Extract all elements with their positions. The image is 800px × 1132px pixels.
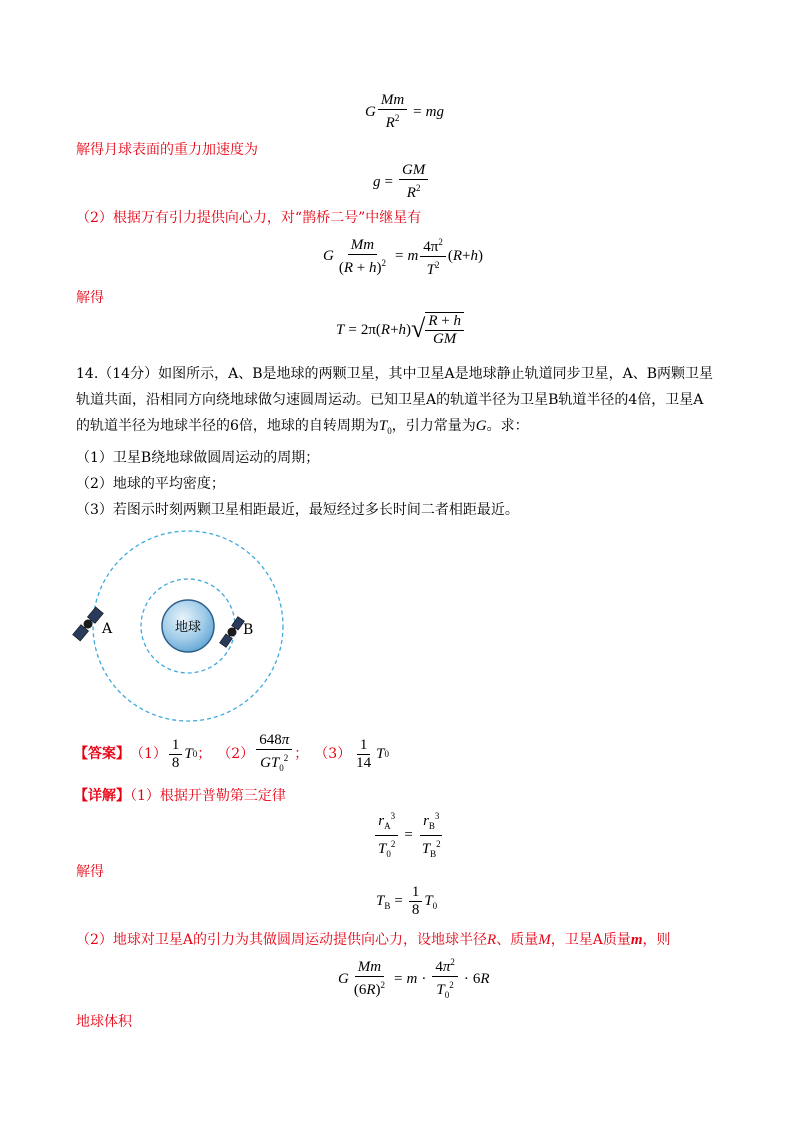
problem-line-1: 14.（14分）如图所示，A、B是地球的两颗卫星，其中卫星A是地球静止轨道同步卫星，A、B两颗卫星 [76, 366, 713, 382]
answer-line: 【答案】 （1） $\frac{1}{8}$ T 0 ； （2） $\frac{648\pi}{GT_0^2}$ ； （3） $\frac{1}{14}$ T 0 [74, 731, 389, 773]
equation-orbit-force: G $\frac{Mm}{(R + h)^2}$ = m $\frac{4\pi^2}{T^2}$ ( R + h ) [323, 234, 483, 279]
explain-part2: （2）地球对卫星A的引力为其做圆周运动提供向心力，设地球半径R、质量M，卫星A质量m，则 [76, 932, 671, 948]
question-2: （2）地球的平均密度； [76, 476, 225, 492]
orbit-diagram [70, 528, 300, 728]
problem-line-3: 的轨道半径为地球半径的6倍，地球的自转周期为$T_0$，引力常量为G。求： [76, 418, 529, 436]
equation-g: g = $\frac{GM}{R^2}$ [373, 162, 430, 202]
equation-tb: $T_B$ = $\frac{1}{8}$ $T_0$ [376, 884, 438, 918]
sentence-solve-1: 解得 [76, 290, 104, 306]
equation-gravity-surface: G $\frac{Mm}{R^2}$ = mg [365, 92, 444, 131]
equation-kepler: $\frac{r_A^3}{T_0^2}$ = $\frac{r_B^3}{T_B^2}$ [373, 808, 446, 863]
satellite-a-icon [73, 607, 104, 641]
earth-label: 地球 [174, 620, 202, 635]
sentence-part2: （2）根据万有引力提供向心力，对“鹊桥二号”中继星有 [76, 210, 422, 226]
sentence-solve-2: 解得 [76, 864, 104, 880]
question-3: （3）若图示时刻两颗卫星相距最近，最短经过多长时间二者相距最近。 [76, 502, 519, 518]
problem-line-2: 轨道共面，沿相同方向绕地球做匀速圆周运动。已知卫星A的轨道半径为卫星B轨道半径的4倍，卫星A [76, 392, 704, 408]
label-b: B [243, 622, 254, 638]
label-a: A [102, 621, 113, 637]
equation-earth-a: G $\frac{Mm}{(6R)^2}$ = m · $\frac{4\pi^2}{T_0^2}$ · 6R [338, 954, 490, 1004]
sentence-surface-gravity: 解得月球表面的重力加速度为 [76, 142, 258, 158]
question-1: （1）卫星B绕地球做圆周运动的周期； [76, 450, 320, 466]
explain-part1: 【详解】（1）根据开普勒第三定律 [74, 788, 286, 804]
equation-period: T = 2π( R + h ) √ $\frac{R + h}{GM}$ [336, 312, 464, 348]
sentence-earth-volume: 地球体积 [76, 1014, 132, 1030]
